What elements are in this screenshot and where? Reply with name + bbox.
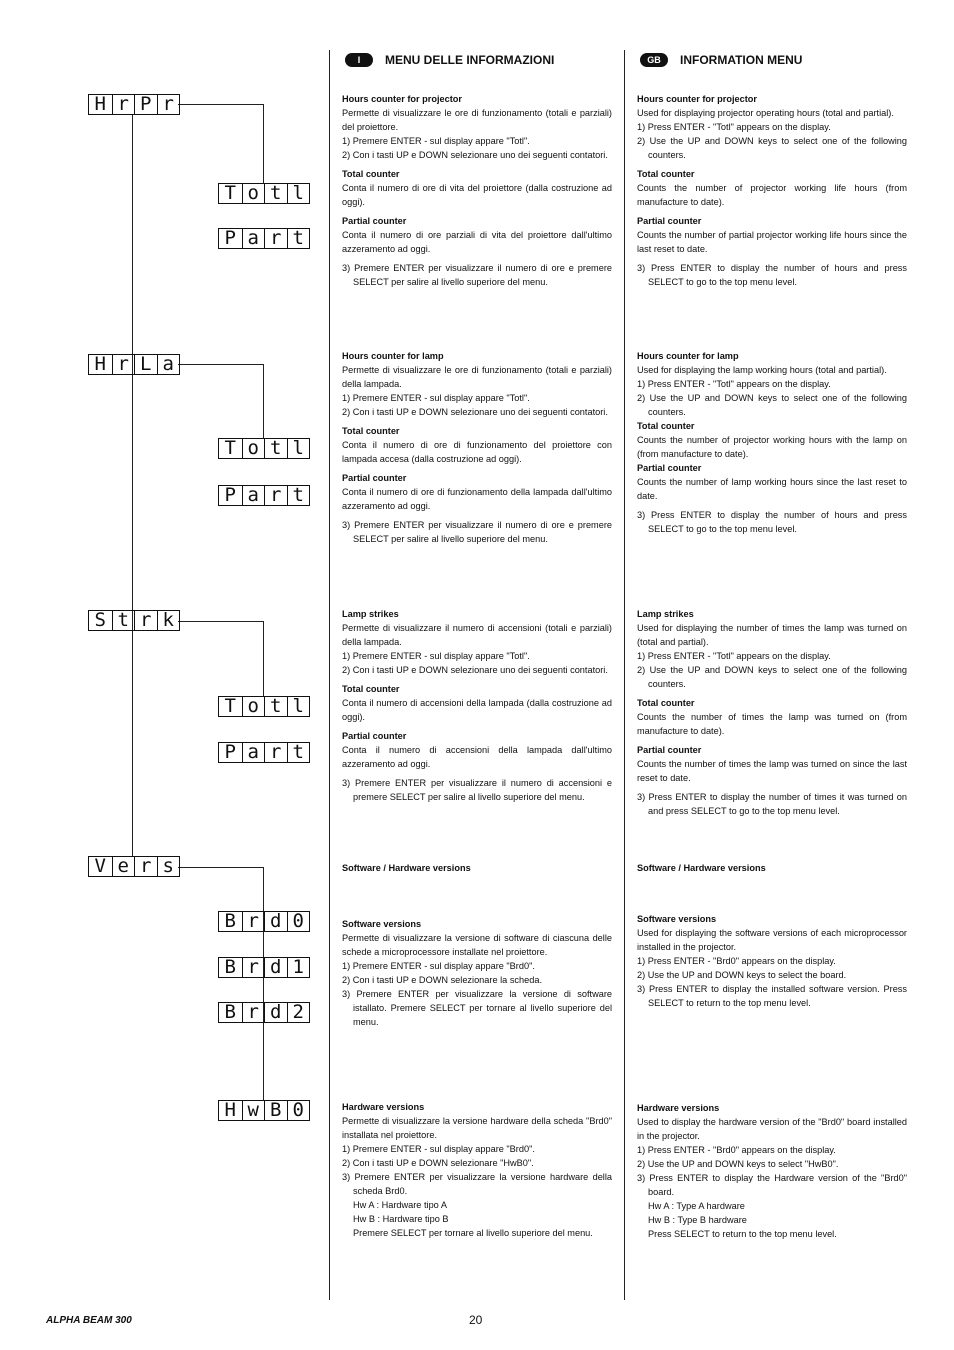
connector bbox=[178, 867, 264, 868]
section-title: Lamp strikes bbox=[342, 609, 399, 619]
section-title: Software versions bbox=[637, 914, 717, 924]
display-char: o bbox=[242, 184, 265, 203]
display-char: d bbox=[264, 912, 287, 931]
step-text: Premere SELECT per tornare al livello superiore del menu. bbox=[353, 1228, 593, 1238]
display-brd2 bbox=[218, 1002, 310, 1023]
display-char: r bbox=[242, 1003, 265, 1022]
it-section-lamp-strikes bbox=[342, 607, 612, 804]
display-char: T bbox=[224, 182, 236, 204]
step-text: 1) Premere ENTER - sul display appare "Brd0". bbox=[342, 1144, 535, 1154]
display-char: 1 bbox=[287, 958, 310, 977]
step-text: 2) Use the UP and DOWN keys to select "HwB0". bbox=[637, 1159, 839, 1169]
display-char: V bbox=[94, 855, 106, 877]
it-section-lamp-hours bbox=[342, 349, 612, 546]
section-title: Hardware versions bbox=[342, 1102, 425, 1112]
display-hwb0 bbox=[218, 1100, 310, 1121]
section-text: Used for displaying the number of times the lamp was turned on (total and partial). bbox=[637, 623, 907, 647]
display-hrla bbox=[88, 354, 180, 375]
display-char: 0 bbox=[287, 912, 310, 931]
gb-section-projector-hours bbox=[637, 92, 907, 289]
section-text: Permette di visualizzare le ore di funzionamento (totali e parziali) del proiettore. bbox=[342, 108, 612, 132]
subsection-title: Partial counter bbox=[637, 745, 702, 755]
connector bbox=[178, 104, 264, 105]
gb-section-lamp-strikes bbox=[637, 607, 907, 818]
display-char: T bbox=[224, 437, 236, 459]
display-char: l bbox=[287, 439, 310, 458]
header-title-it: MENU DELLE INFORMAZIONI bbox=[385, 53, 555, 67]
display-char: H bbox=[224, 1099, 236, 1121]
display-char: d bbox=[264, 1003, 287, 1022]
section-text: Counts the number of times the lamp was turned on since the last reset to date. bbox=[637, 759, 907, 783]
connector bbox=[263, 867, 264, 1100]
section-text: Used for displaying the software versions of each microprocessor installed in the projector. bbox=[637, 928, 907, 952]
section-text: Permette di visualizzare la versione di software di ciascuna delle schede a microprocessore installate nel proiettore. bbox=[342, 933, 612, 957]
display-char: r bbox=[264, 229, 287, 248]
section-title: Hours counter for lamp bbox=[342, 351, 444, 361]
it-section-projector-hours bbox=[342, 92, 612, 289]
display-hrpr-part bbox=[218, 228, 310, 249]
section-text: Conta il numero di accensioni della lampada (dalla costruzione ad oggi). bbox=[342, 698, 612, 722]
display-char: B bbox=[264, 1101, 287, 1120]
display-hrpr bbox=[88, 94, 180, 115]
it-section-hardware bbox=[342, 1100, 612, 1240]
hw-type-b: Hw B : Type B hardware bbox=[648, 1215, 747, 1225]
section-text: Conta il numero di ore di vita del proiettore (dalla costruzione ad oggi). bbox=[342, 183, 612, 207]
step-text: 2) Con i tasti UP e DOWN selezionare uno dei seguenti contatori. bbox=[342, 150, 608, 160]
display-char: r bbox=[264, 486, 287, 505]
display-strk-totl bbox=[218, 696, 310, 717]
display-char: P bbox=[224, 484, 236, 506]
subsection-title: Total counter bbox=[637, 698, 695, 708]
step-text: Press SELECT to return to the top menu level. bbox=[648, 1229, 837, 1239]
step-text: 1) Press ENTER - "Brd0" appears on the display. bbox=[637, 956, 836, 966]
subsection-title: Total counter bbox=[637, 169, 695, 179]
display-char: r bbox=[264, 743, 287, 762]
gb-section-lamp-hours bbox=[637, 349, 907, 536]
display-char: d bbox=[264, 958, 287, 977]
step-text: 2) Con i tasti UP e DOWN selezionare "HwB0". bbox=[342, 1158, 534, 1168]
subsection-title: Partial counter bbox=[637, 463, 702, 473]
header-it bbox=[345, 53, 554, 67]
section-title: Software versions bbox=[342, 919, 422, 929]
language-badge-it: I bbox=[345, 53, 373, 67]
display-char: t bbox=[287, 229, 310, 248]
display-char: l bbox=[287, 184, 310, 203]
step-text: 3) Press ENTER to display the number of hours and press SELECT to go to the top menu level. bbox=[637, 263, 907, 287]
display-char: B bbox=[224, 956, 236, 978]
display-char: B bbox=[224, 1001, 236, 1023]
step-text: 1) Premere ENTER - sul display appare "Brd0". bbox=[342, 961, 535, 971]
step-text: 2) Use the UP and DOWN keys to select one of the following counters. bbox=[637, 665, 907, 689]
display-char: r bbox=[134, 857, 157, 876]
step-text: 3) Premere ENTER per visualizzare il numero di accensioni e premere SELECT per salire al livello superiore del menu. bbox=[342, 778, 612, 802]
section-text: Conta il numero di ore di funzionamento della lampada dall'ultimo azzeramento ad oggi. bbox=[342, 487, 612, 511]
section-text: Permette di visualizzare le ore di funzionamento (totali e parziali) della lampada. bbox=[342, 365, 612, 389]
display-char: a bbox=[157, 355, 180, 374]
display-char: r bbox=[242, 912, 265, 931]
section-text: Conta il numero di accensioni della lampada dall'ultimo azzeramento ad oggi. bbox=[342, 745, 612, 769]
step-text: 2) Use the UP and DOWN keys to select one of the following counters. bbox=[637, 136, 907, 160]
display-char: T bbox=[224, 695, 236, 717]
hw-type-a: Hw A : Type A hardware bbox=[648, 1201, 745, 1211]
step-text: 3) Press ENTER to display the Hardware version of the "Brd0" board. bbox=[637, 1173, 907, 1197]
display-char: B bbox=[224, 910, 236, 932]
display-char: t bbox=[264, 184, 287, 203]
section-text: Counts the number of projector working hours with the lamp on (from manufacture to date). bbox=[637, 435, 907, 459]
step-text: 3) Press ENTER to display the installed software version. Press SELECT to return to the top menu level. bbox=[637, 984, 907, 1008]
display-char: 0 bbox=[287, 1101, 310, 1120]
menu-trunk-line bbox=[132, 115, 133, 856]
it-section-versions bbox=[342, 861, 612, 875]
display-char: l bbox=[287, 697, 310, 716]
step-text: 1) Press ENTER - "Totl" appears on the display. bbox=[637, 651, 831, 661]
section-text: Used for displaying the lamp working hours (total and partial). bbox=[637, 365, 887, 375]
display-char: P bbox=[224, 227, 236, 249]
display-char: P bbox=[224, 741, 236, 763]
display-char: a bbox=[242, 743, 265, 762]
subsection-title: Total counter bbox=[637, 421, 695, 431]
section-text: Counts the number of partial projector working life hours since the last reset to date. bbox=[637, 230, 907, 254]
display-char: r bbox=[134, 611, 157, 630]
display-char: t bbox=[287, 486, 310, 505]
section-text: Conta il numero di ore di funzionamento del proiettore con lampada accesa (dalla costruzione ad oggi). bbox=[342, 440, 612, 464]
step-text: 1) Press ENTER - "Totl" appears on the display. bbox=[637, 379, 831, 389]
display-strk bbox=[88, 610, 180, 631]
section-text: Used for displaying projector operating hours (total and partial). bbox=[637, 108, 894, 118]
connector bbox=[263, 104, 264, 183]
display-hrla-part bbox=[218, 485, 310, 506]
step-text: 3) Premere ENTER per visualizzare il numero di ore e premere SELECT per salire al livello superiore del menu. bbox=[342, 263, 612, 287]
header-gb bbox=[640, 53, 802, 67]
subsection-title: Partial counter bbox=[342, 473, 407, 483]
section-title: Hardware versions bbox=[637, 1103, 720, 1113]
step-text: 1) Premere ENTER - sul display appare "Totl". bbox=[342, 136, 530, 146]
subsection-title: Total counter bbox=[342, 169, 400, 179]
step-text: 2) Con i tasti UP e DOWN selezionare la scheda. bbox=[342, 975, 542, 985]
display-char: 2 bbox=[287, 1003, 310, 1022]
subsection-title: Partial counter bbox=[342, 216, 407, 226]
step-text: 2) Use the UP and DOWN keys to select the board. bbox=[637, 970, 847, 980]
display-hrla-totl bbox=[218, 438, 310, 459]
section-title: Hours counter for projector bbox=[342, 94, 462, 104]
hw-type-b: Hw B : Hardware tipo B bbox=[353, 1214, 449, 1224]
display-char: t bbox=[264, 697, 287, 716]
section-text: Counts the number of projector working life hours (from manufacture to date). bbox=[637, 183, 907, 207]
display-char: t bbox=[112, 611, 135, 630]
step-text: 1) Premere ENTER - sul display appare "Totl". bbox=[342, 393, 530, 403]
display-char: r bbox=[157, 95, 180, 114]
subsection-title: Total counter bbox=[342, 684, 400, 694]
display-char: H bbox=[94, 353, 106, 375]
footer-product-name: ALPHA BEAM 300 bbox=[46, 1315, 132, 1326]
section-text: Counts the number of times the lamp was turned on (from manufacture to date). bbox=[637, 712, 907, 736]
display-char: a bbox=[242, 486, 265, 505]
page-number: 20 bbox=[469, 1313, 483, 1327]
display-char: k bbox=[157, 611, 180, 630]
hw-type-a: Hw A : Hardware tipo A bbox=[353, 1200, 447, 1210]
display-char: w bbox=[242, 1101, 265, 1120]
connector bbox=[178, 364, 264, 365]
display-char: t bbox=[264, 439, 287, 458]
display-char: s bbox=[157, 857, 180, 876]
column-divider-left bbox=[329, 50, 330, 1300]
display-char: H bbox=[94, 93, 106, 115]
step-text: 1) Press ENTER - "Brd0" appears on the display. bbox=[637, 1145, 836, 1155]
gb-section-software bbox=[637, 912, 907, 1010]
step-text: 1) Premere ENTER - sul display appare "Totl". bbox=[342, 651, 530, 661]
connector bbox=[263, 621, 264, 696]
section-text: Permette di visualizzare la versione hardware della scheda "Brd0" installata nel proiettore. bbox=[342, 1116, 612, 1140]
step-text: 2) Con i tasti UP e DOWN selezionare uno dei seguenti contatori. bbox=[342, 665, 608, 675]
step-text: 3) Press ENTER to display the number of times it was turned on and press SELECT to go to the top menu level. bbox=[637, 792, 907, 816]
step-text: 3) Press ENTER to display the number of hours and press SELECT to go to the top menu level. bbox=[637, 510, 907, 534]
header-title-gb: INFORMATION MENU bbox=[680, 53, 803, 67]
display-char: o bbox=[242, 439, 265, 458]
step-text: 2) Use the UP and DOWN keys to select one of the following counters. bbox=[637, 393, 907, 417]
connector bbox=[263, 364, 264, 438]
section-text: Permette di visualizzare il numero di accensioni (totali e parziali) della lampada. bbox=[342, 623, 612, 647]
display-strk-part bbox=[218, 742, 310, 763]
display-brd0 bbox=[218, 911, 310, 932]
subsection-title: Partial counter bbox=[342, 731, 407, 741]
section-title: Hours counter for projector bbox=[637, 94, 757, 104]
display-hrpr-totl bbox=[218, 183, 310, 204]
step-text: 3) Premere ENTER per visualizzare la versione di software istallato. Premere SELECT per tornare al livello superiore del menu. bbox=[342, 989, 612, 1027]
display-char: L bbox=[134, 355, 157, 374]
subsection-title: Partial counter bbox=[637, 216, 702, 226]
step-text: 3) Premere ENTER per visualizzare la versione hardware della scheda Brd0. bbox=[342, 1172, 612, 1196]
connector bbox=[178, 621, 264, 622]
column-divider-right bbox=[624, 50, 625, 1300]
it-section-software bbox=[342, 917, 612, 1029]
display-char: t bbox=[287, 743, 310, 762]
section-text: Counts the number of lamp working hours since the last reset to date. bbox=[637, 477, 907, 501]
gb-section-versions bbox=[637, 861, 907, 875]
step-text: 3) Premere ENTER per visualizzare il numero di ore e premere SELECT per salire al livello superiore del menu. bbox=[342, 520, 612, 544]
display-char: e bbox=[112, 857, 135, 876]
display-char: r bbox=[112, 355, 135, 374]
language-badge-gb: GB bbox=[640, 53, 668, 67]
display-char: r bbox=[112, 95, 135, 114]
display-brd1 bbox=[218, 957, 310, 978]
display-char: r bbox=[242, 958, 265, 977]
display-char: o bbox=[242, 697, 265, 716]
display-char: S bbox=[94, 609, 106, 631]
section-title: Lamp strikes bbox=[637, 609, 694, 619]
section-text: Used to display the hardware version of the "Brd0" board installed in the projector. bbox=[637, 1117, 907, 1141]
section-title: Software / Hardware versions bbox=[342, 863, 471, 873]
subsection-title: Total counter bbox=[342, 426, 400, 436]
section-title: Software / Hardware versions bbox=[637, 863, 766, 873]
display-vers bbox=[88, 856, 180, 877]
section-text: Conta il numero di ore parziali di vita del proiettore dall'ultimo azzeramento ad oggi. bbox=[342, 230, 612, 254]
section-title: Hours counter for lamp bbox=[637, 351, 739, 361]
display-char: a bbox=[242, 229, 265, 248]
step-text: 2) Con i tasti UP e DOWN selezionare uno dei seguenti contatori. bbox=[342, 407, 608, 417]
step-text: 1) Press ENTER - "Totl" appears on the display. bbox=[637, 122, 831, 132]
display-char: P bbox=[134, 95, 157, 114]
gb-section-hardware bbox=[637, 1101, 907, 1241]
